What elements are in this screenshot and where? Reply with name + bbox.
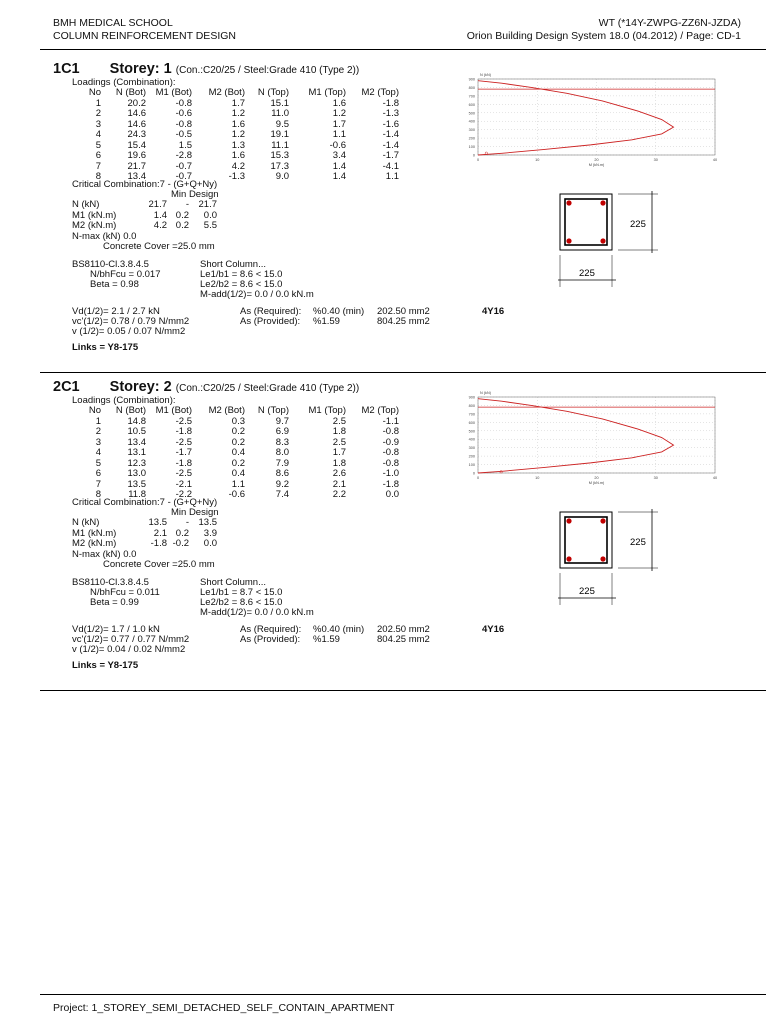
table-cell: 8.0	[275, 447, 289, 458]
rebar-bottom-right	[600, 238, 605, 243]
table-cell: 19.1	[270, 129, 289, 140]
y-tick-label: 500	[468, 111, 475, 116]
loadings-table	[72, 88, 399, 183]
short-column: Short Column...	[200, 577, 266, 588]
v-value: v (1/2)= 0.04 / 0.02 N/mm2	[72, 644, 186, 655]
table-cell: 11.8	[128, 489, 146, 500]
table-cell: -0.9	[382, 436, 399, 448]
table-cell: 0.0	[385, 489, 399, 500]
table-cell: -2.5	[175, 415, 192, 427]
table-cell: 1	[95, 97, 101, 109]
interaction-chart	[460, 385, 720, 485]
x-tick-label: 10	[535, 158, 540, 162]
table-cell: 2.5	[332, 415, 346, 427]
table-cell: 13.4	[127, 171, 146, 182]
storey-label: Storey: 1	[109, 61, 172, 77]
table-cell: 8	[95, 171, 101, 182]
table-cell: 6	[95, 468, 101, 479]
loadings-header-cell: N (Bot)	[115, 87, 146, 98]
table-cell: 2	[95, 426, 101, 437]
width-dimension: 225	[579, 268, 595, 279]
min-design-header: Min Design	[171, 507, 219, 518]
x-tick-label: 0	[476, 158, 480, 162]
table-cell: 1.6	[231, 150, 245, 161]
table-cell: -2.2	[175, 489, 192, 500]
as-required-area: 202.50 mm2	[377, 624, 430, 635]
table-cell: 2.2	[332, 489, 346, 500]
loadings-header-row	[72, 406, 399, 417]
x-tick-label: 30	[653, 476, 658, 480]
critical-body	[72, 200, 217, 232]
table-cell: 15.1	[270, 97, 289, 109]
critical-row	[72, 221, 217, 232]
table-cell: 13.0	[127, 468, 146, 479]
critical-cell: 2.1	[153, 527, 167, 539]
loadings-label: Loadings (Combination):	[72, 77, 176, 88]
header-left	[53, 17, 236, 43]
table-cell: 1.7	[231, 97, 245, 109]
critical-cell: N (kN)	[72, 199, 100, 210]
table-cell: 1.2	[231, 129, 245, 140]
critical-cell: M2 (kN.m)	[72, 220, 117, 231]
table-cell: -0.7	[175, 171, 192, 182]
table-cell: 4	[95, 447, 101, 458]
column-cross-section	[550, 187, 690, 297]
table-cell: -0.6	[175, 108, 192, 119]
beta-value: Beta = 0.98	[90, 279, 139, 290]
table-cell: 1.7	[332, 447, 346, 458]
table-cell: 0.2	[231, 457, 245, 469]
table-cell: -0.8	[382, 426, 399, 437]
y-tick-label: 700	[468, 412, 475, 417]
table-cell: 0.4	[231, 468, 245, 479]
table-cell: 1.1	[231, 478, 245, 490]
table-cell: 12.3	[127, 457, 146, 469]
y-tick-label: 900	[468, 77, 475, 82]
as-required-pct: %0.40 (min)	[313, 306, 365, 317]
loadings-table	[72, 406, 399, 501]
as-required-label: As (Required):	[240, 624, 302, 635]
le1-b1: Le1/b1 = 8.6 < 15.0	[200, 269, 283, 280]
table-cell: 0.2	[231, 426, 245, 437]
y-tick-label: 800	[468, 403, 475, 408]
x-tick-label: 0	[476, 476, 480, 480]
critical-cell: M2 (kN.m)	[72, 538, 117, 549]
rebar-top-left	[566, 518, 571, 523]
table-cell: 1.5	[178, 139, 192, 151]
critical-cell: -	[185, 517, 189, 528]
vd-value: Vd(1/2)= 2.1 / 2.7 kN	[72, 306, 160, 317]
table-cell: -0.6	[329, 139, 346, 151]
loadings-header-cell: M2 (Bot)	[208, 405, 245, 416]
y-axis-label: N (kN)	[480, 391, 491, 395]
le2-b2: Le2/b2 = 8.6 < 15.0	[200, 279, 283, 290]
table-row	[72, 130, 399, 141]
table-cell: 7	[95, 160, 101, 172]
table-cell: 1.1	[332, 129, 346, 140]
table-row	[72, 427, 399, 438]
table-cell: 7.9	[275, 457, 289, 469]
column-section	[0, 379, 768, 679]
reference-code: WT (*14Y-ZWPG-ZZ6N-JZDA)	[598, 17, 741, 29]
table-cell: 7	[95, 478, 101, 490]
le1-b1: Le1/b1 = 8.7 < 15.0	[200, 587, 283, 598]
table-cell: 2.6	[332, 468, 346, 479]
table-cell: 1.6	[332, 97, 346, 109]
table-cell: 13.1	[127, 447, 146, 458]
y-tick-label: 400	[468, 119, 475, 124]
y-tick-label: 0	[472, 471, 475, 476]
table-cell: 9.2	[275, 478, 289, 490]
table-cell: 3	[95, 436, 101, 448]
footer-rule	[40, 994, 766, 995]
table-cell: -1.6	[382, 118, 399, 130]
loadings-header-cell: M1 (Bot)	[155, 87, 192, 98]
n-bh-fcu: N/bhFcu = 0.017	[90, 269, 161, 280]
links-spec: Links = Y8-175	[72, 660, 139, 671]
table-cell: 2	[95, 108, 101, 119]
document-title: COLUMN REINFORCEMENT DESIGN	[53, 30, 236, 42]
x-tick-label: 40	[712, 158, 718, 162]
loadings-header-row	[72, 88, 399, 99]
as-required-label: As (Required):	[240, 306, 302, 317]
table-cell: -2.5	[175, 436, 192, 448]
table-cell: 2.5	[332, 436, 346, 448]
critical-cell: N (kN)	[72, 517, 100, 528]
bar-designation: 4Y16	[482, 306, 505, 317]
as-provided-label: As (Provided):	[240, 316, 301, 327]
loadings-header-cell: N (Bot)	[115, 405, 146, 416]
loadings-header-cell: No	[88, 405, 101, 416]
critical-cell: 0.2	[175, 527, 189, 539]
table-cell: 0.4	[231, 447, 245, 458]
table-cell: -1.4	[382, 139, 399, 151]
table-cell: 6	[95, 150, 101, 161]
vc-value: vc'(1/2)= 0.78 / 0.79 N/mm2	[72, 316, 190, 327]
table-cell: 14.8	[127, 415, 146, 427]
section-rule	[40, 690, 766, 691]
as-provided-label: As (Provided):	[240, 634, 301, 645]
loadings-body	[72, 88, 399, 183]
table-row	[72, 151, 399, 162]
table-cell: 15.4	[127, 139, 146, 151]
table-cell: -0.8	[175, 97, 192, 109]
table-cell: 11.0	[271, 108, 289, 119]
loadings-header-cell: M1 (Top)	[308, 87, 346, 98]
header-rule	[40, 49, 766, 50]
x-axis-label: M (kN.m)	[588, 481, 605, 485]
y-tick-label: 300	[468, 128, 475, 133]
critical-cell: M1 (kN.m)	[72, 527, 117, 539]
table-cell: 8.3	[275, 436, 289, 448]
as-required-area: 202.50 mm2	[377, 306, 430, 317]
table-cell: 3.4	[332, 150, 346, 161]
critical-cell: -	[185, 199, 189, 210]
height-dimension: 225	[630, 537, 646, 548]
table-cell: 13.4	[127, 436, 146, 448]
x-tick-label: 20	[594, 476, 599, 480]
table-cell: 9.5	[275, 118, 289, 130]
y-tick-label: 0	[472, 153, 475, 158]
table-cell: 1.8	[332, 426, 346, 437]
table-cell: 17.3	[270, 160, 289, 172]
table-row	[72, 469, 399, 480]
n-bh-fcu: N/bhFcu = 0.011	[90, 587, 160, 598]
min-design-header: Min Design	[171, 189, 219, 200]
header-right	[467, 17, 741, 43]
x-tick-label: 10	[535, 476, 540, 480]
table-cell: 1.4	[332, 160, 346, 172]
short-column: Short Column...	[200, 259, 266, 270]
table-cell: 20.2	[127, 97, 146, 109]
table-cell: 11.1	[271, 139, 289, 151]
y-tick-label: 800	[468, 85, 475, 90]
loadings-body	[72, 406, 399, 501]
table-cell: 9.7	[275, 415, 289, 427]
y-tick-label: 200	[468, 454, 475, 459]
table-cell: 14.6	[127, 118, 146, 130]
table-cell: -1.1	[382, 415, 399, 427]
width-dimension: 225	[579, 586, 595, 597]
loadings-header-cell: N (Top)	[257, 87, 289, 98]
table-cell: 2.1	[332, 478, 346, 490]
table-row	[72, 109, 399, 120]
rebar-top-right	[600, 200, 605, 205]
table-cell: 21.7	[127, 160, 146, 172]
table-cell: -1.8	[382, 478, 399, 490]
critical-cell: 0.0	[203, 209, 217, 221]
beta-value: Beta = 0.99	[90, 597, 139, 608]
vc-value: vc'(1/2)= 0.77 / 0.77 N/mm2	[72, 634, 190, 645]
critical-row	[72, 539, 217, 550]
table-cell: 1.3	[231, 139, 245, 151]
loadings-header-cell: N (Top)	[257, 405, 289, 416]
critical-cell: -0.2	[172, 538, 189, 549]
critical-cell: 1.4	[153, 209, 167, 221]
critical-cell: 0.2	[175, 209, 189, 221]
table-cell: 10.5	[127, 426, 146, 437]
table-cell: -1.7	[382, 150, 399, 161]
v-value: v (1/2)= 0.05 / 0.07 N/mm2	[72, 326, 186, 337]
critical-cell: 0.0	[203, 538, 217, 549]
code-clause: BS8110-Cl.3.8.4.5	[72, 259, 149, 270]
critical-cell: 13.5	[148, 517, 167, 528]
material-spec: (Con.:C20/25 / Steel:Grade 410 (Type 2))	[175, 65, 360, 76]
table-cell: 1.8	[332, 457, 346, 469]
table-cell: 5	[95, 457, 101, 469]
critical-table	[72, 518, 217, 550]
table-cell: 0.3	[231, 415, 245, 427]
nmax-value: N-max (kN) 0.0	[72, 549, 137, 560]
y-tick-label: 400	[468, 437, 475, 442]
loadings-header-cell: M1 (Top)	[308, 405, 346, 416]
concrete-cover: Concrete Cover =25.0 mm	[103, 559, 215, 570]
interaction-curve	[478, 81, 674, 155]
m-add: M-add(1/2)= 0.0 / 0.0 kN.m	[200, 289, 314, 300]
y-tick-label: 900	[468, 395, 475, 400]
table-cell: 1.1	[385, 171, 399, 182]
as-provided-area: 804.25 mm2	[377, 316, 430, 327]
table-cell: -1.7	[175, 447, 192, 458]
table-cell: -2.1	[175, 478, 192, 490]
table-cell: 19.6	[127, 150, 146, 161]
code-clause: BS8110-Cl.3.8.4.5	[72, 577, 149, 588]
table-cell: -0.7	[175, 160, 192, 172]
rebar-bottom-left	[566, 556, 571, 561]
storey-label: Storey: 2	[109, 379, 172, 395]
y-tick-label: 600	[468, 102, 475, 107]
table-cell: 5	[95, 139, 101, 151]
table-cell: -1.0	[382, 468, 399, 479]
stirrup-outline	[565, 517, 607, 563]
m-add: M-add(1/2)= 0.0 / 0.0 kN.m	[200, 607, 314, 618]
table-cell: 1	[95, 415, 101, 427]
critical-cell: 21.7	[198, 199, 217, 210]
y-axis-label: N (kN)	[480, 73, 491, 77]
interaction-curve	[478, 399, 674, 473]
nmax-value: N-max (kN) 0.0	[72, 231, 137, 242]
system-page: Orion Building Design System 18.0 (04.2012) / Page: CD-1	[466, 30, 741, 42]
critical-combination: Critical Combination:7 - (G+Q+Ny)	[72, 497, 218, 508]
y-tick-label: 100	[468, 145, 475, 150]
table-cell: -0.5	[175, 129, 192, 140]
critical-cell: 13.5	[198, 517, 217, 528]
table-cell: -4.1	[382, 160, 399, 172]
critical-cell: 0.2	[175, 220, 189, 231]
table-cell: 7.4	[275, 489, 289, 500]
table-cell: -1.8	[175, 457, 192, 469]
rebar-bottom-right	[600, 556, 605, 561]
critical-table	[72, 200, 217, 232]
section-rule	[40, 372, 766, 373]
table-cell: -0.6	[228, 489, 245, 500]
x-axis-label: M (kN.m)	[588, 163, 605, 167]
critical-cell: 5.5	[203, 220, 217, 231]
as-provided-pct: %1.59	[313, 634, 340, 645]
vd-value: Vd(1/2)= 1.7 / 1.0 kN	[72, 624, 160, 635]
height-dimension: 225	[630, 219, 646, 230]
y-tick-label: 200	[468, 136, 475, 141]
column-id: 2C1	[53, 379, 80, 395]
section-title	[53, 61, 359, 77]
chart-frame	[478, 79, 715, 155]
as-required-pct: %0.40 (min)	[313, 624, 365, 635]
rebar-bottom-left	[566, 238, 571, 243]
x-tick-label: 20	[594, 158, 599, 162]
x-tick-label: 30	[653, 158, 658, 162]
loadings-label: Loadings (Combination):	[72, 395, 176, 406]
as-provided-area: 804.25 mm2	[377, 634, 430, 645]
table-cell: 1.7	[332, 118, 346, 130]
section-title	[53, 379, 359, 395]
table-cell: 1.4	[332, 171, 346, 182]
table-cell: 3	[95, 118, 101, 130]
table-cell: 15.3	[270, 150, 289, 161]
loadings-header-cell: M2 (Top)	[361, 87, 399, 98]
table-cell: -1.8	[382, 97, 399, 109]
rebar-top-right	[600, 518, 605, 523]
loadings-header-cell: M2 (Bot)	[208, 87, 245, 98]
table-cell: 24.3	[127, 129, 146, 140]
table-cell: 1.2	[332, 108, 346, 119]
le2-b2: Le2/b2 = 8.6 < 15.0	[200, 597, 283, 608]
project-name: Project: 1_STOREY_SEMI_DETACHED_SELF_CONTAIN_APARTMENT	[53, 1002, 395, 1014]
chart-frame	[478, 397, 715, 473]
y-tick-label: 500	[468, 429, 475, 434]
links-spec: Links = Y8-175	[72, 342, 139, 353]
y-tick-label: 300	[468, 446, 475, 451]
table-cell: 14.6	[127, 108, 146, 119]
table-cell: 8.6	[275, 468, 289, 479]
table-cell: -0.8	[175, 118, 192, 130]
loadings-header-cell: M2 (Top)	[361, 405, 399, 416]
as-provided-pct: %1.59	[313, 316, 340, 327]
loadings-header-cell: M1 (Bot)	[155, 405, 192, 416]
rebar-top-left	[566, 200, 571, 205]
loadings-header-cell: No	[88, 87, 101, 98]
x-tick-label: 40	[712, 476, 718, 480]
critical-cell: 4.2	[153, 220, 167, 231]
stirrup-outline	[565, 199, 607, 245]
concrete-cover: Concrete Cover =25.0 mm	[103, 241, 215, 252]
critical-row	[72, 518, 217, 529]
table-cell: 4.2	[231, 160, 245, 172]
table-cell: -0.8	[382, 457, 399, 469]
table-cell: 9.0	[275, 171, 289, 182]
column-id: 1C1	[53, 61, 80, 77]
table-cell: 13.5	[127, 478, 146, 490]
table-cell: 1.2	[231, 108, 245, 119]
table-cell: -1.3	[228, 171, 245, 182]
critical-row	[72, 200, 217, 211]
critical-cell: M1 (kN.m)	[72, 209, 117, 221]
column-cross-section	[550, 505, 690, 615]
table-cell: -1.8	[175, 426, 192, 437]
bar-designation: 4Y16	[482, 624, 505, 635]
critical-body	[72, 518, 217, 550]
interaction-chart	[460, 67, 720, 167]
y-tick-label: 100	[468, 463, 475, 468]
y-tick-label: 700	[468, 94, 475, 99]
table-cell: 1.6	[231, 118, 245, 130]
table-cell: 0.2	[231, 436, 245, 448]
critical-cell: 3.9	[203, 527, 217, 539]
critical-combination: Critical Combination:7 - (G+Q+Ny)	[72, 179, 218, 190]
critical-cell: 21.7	[148, 199, 167, 210]
column-section	[0, 61, 768, 361]
table-cell: -0.8	[382, 447, 399, 458]
table-cell: -2.5	[175, 468, 192, 479]
table-cell: 6.9	[275, 426, 289, 437]
table-cell: -1.3	[382, 108, 399, 119]
material-spec: (Con.:C20/25 / Steel:Grade 410 (Type 2))	[175, 383, 360, 394]
table-row	[72, 448, 399, 459]
critical-cell: -1.8	[150, 538, 167, 549]
y-tick-label: 600	[468, 420, 475, 425]
table-cell: 8	[95, 489, 101, 500]
table-cell: -2.8	[175, 150, 192, 161]
school-name: BMH MEDICAL SCHOOL	[53, 17, 173, 29]
table-cell: 4	[95, 129, 101, 140]
table-cell: -1.4	[382, 129, 399, 140]
